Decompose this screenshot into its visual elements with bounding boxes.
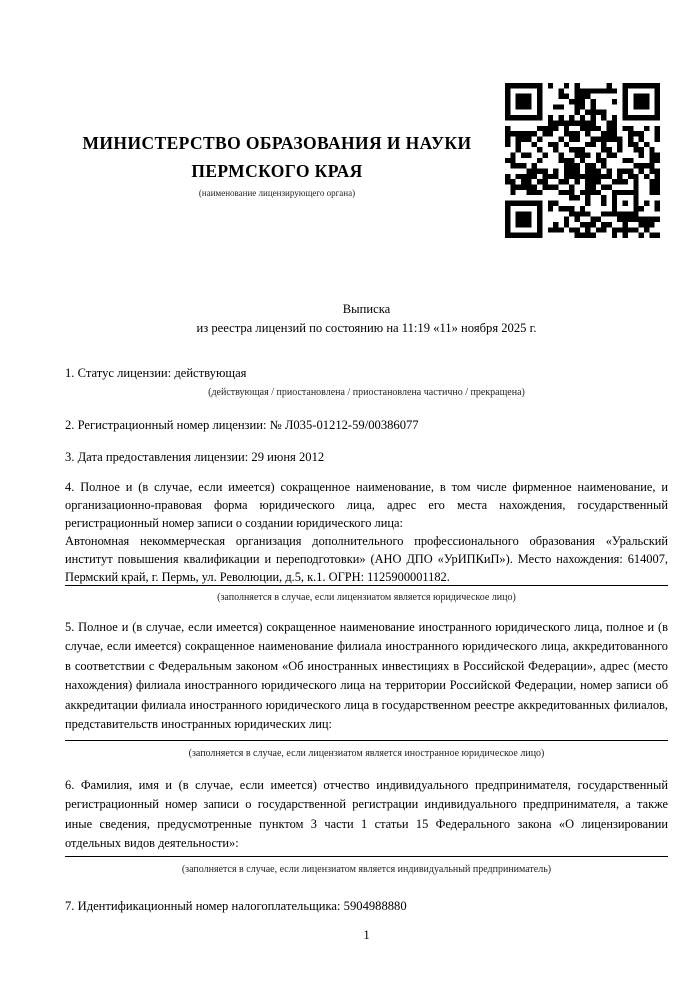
ministry-name-line1: МИНИСТЕРСТВО ОБРАЗОВАНИЯ И НАУКИ [82, 133, 472, 153]
qr-code-icon [505, 83, 660, 238]
licensing-authority-header [65, 129, 489, 198]
document-title-line1: Выписка [342, 302, 391, 316]
document-title-line2: из реестра лицензий по состоянию на 11:19 «11» ноября 2025 г. [196, 321, 537, 335]
registration-number-field: 2. Регистрационный номер лицензии: № Л035-01212-59/00386077 [65, 418, 419, 432]
ministry-name-line2: ПЕРМСКОГО КРАЯ [191, 161, 363, 181]
legal-entity-value: Автономная некоммерческая организация дополнительного профессионального образования «Уральский институт повышения квалификации и переподготовки» (АНО ДПО «УрИПКиП»). Место нахождения: 614007, Пермский край, г. Пермь, ул. Революции, д.5, к.1. ОГРН: 1125900001182. [65, 533, 668, 584]
document-title [65, 300, 668, 338]
foreign-entity-section [65, 618, 668, 734]
legal-entity-section [65, 479, 668, 586]
individual-entrepreneur-caption: (заполняется в случае, если лицензиатом является индивидуальный предприниматель) [181, 864, 552, 875]
license-status-caption: (действующая / приостановлена / приостановлена частично / прекращена) [208, 387, 525, 398]
ministry-name [65, 129, 489, 185]
foreign-entity-caption: (заполняется в случае, если лицензиатом является иностранное юридическое лицо) [188, 748, 545, 759]
legal-entity-caption: (заполняется в случае, если лицензиатом является юридическое лицо) [217, 592, 516, 603]
legal-entity-divider [65, 585, 668, 586]
page-number: 1 [363, 928, 370, 942]
foreign-entity-label: 5. Полное и (в случае, если имеется) сокращенное наименование иностранного юридического лица, полное и (в случае, если имеется) сокращенное наименование филиала иностранного юридического лица, аккредитованного в соответствии с Федеральным законом «Об иностранных инвестициях в Российской Федерации», адрес (место нахождения) филиала иностранного юридического лица на территории Российской Федерации, номер записи об аккредитации филиала иностранного юридического лица в государственном реестре аккредитованных филиалов, представительств иностранных юридических лиц: [65, 620, 668, 732]
foreign-entity-divider [65, 740, 668, 741]
individual-entrepreneur-section [65, 776, 668, 854]
license-grant-date-field: 3. Дата предоставления лицензии: 29 июня 2012 [65, 450, 325, 464]
licensing-authority-caption: (наименование лицензирующего органа) [198, 188, 356, 198]
individual-entrepreneur-divider [65, 856, 668, 857]
license-status-field: 1. Статус лицензии: действующая [65, 366, 247, 380]
taxpayer-id-field: 7. Идентификационный номер налогоплательщика: 5904988880 [65, 899, 407, 913]
legal-entity-label: 4. Полное и (в случае, если имеется) сокращенное наименование, в том числе фирменное наименование, и организационно-правовая форма юридического лица, адрес его места нахождения, государственный регистрационный номер записи о создании юридического лица: [65, 480, 668, 530]
individual-entrepreneur-label: 6. Фамилия, имя и (в случае, если имеется) отчество индивидуального предпринимателя, государственный регистрационный номер записи о государственной регистрации индивидуального предпринимателя, а также иные сведения, предусмотренные пунктом 3 части 1 статьи 15 Федерального закона «О лицензировании отдельных видов деятельности»: [65, 778, 668, 851]
